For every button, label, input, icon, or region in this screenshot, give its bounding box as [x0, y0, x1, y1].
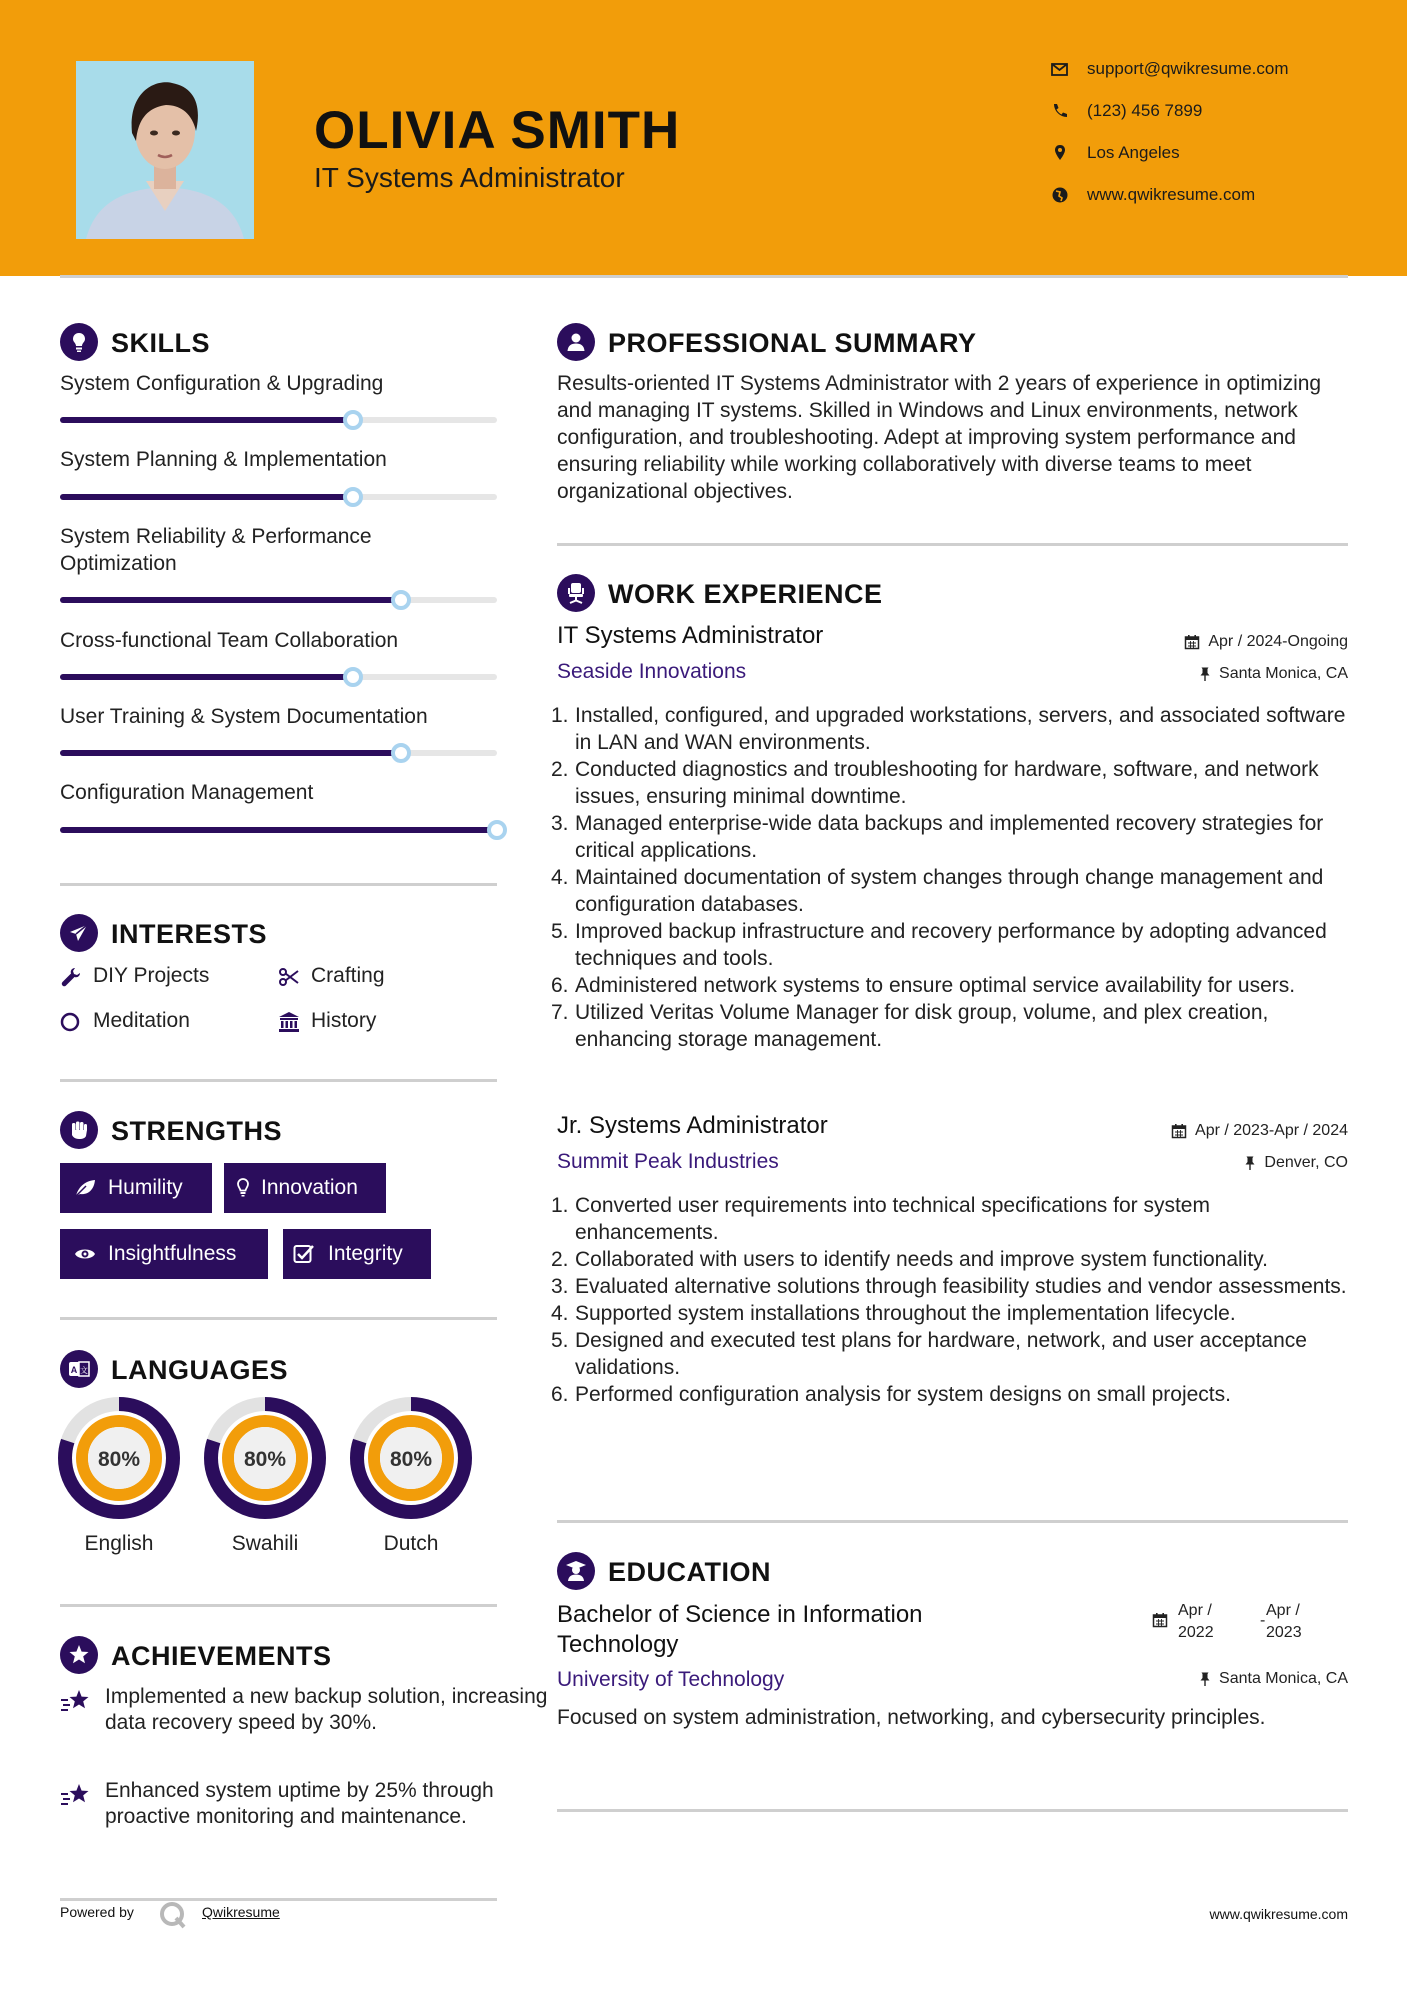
shooting-star-icon [60, 1688, 92, 1716]
section-divider [60, 1898, 497, 1901]
company-name: Summit Peak Industries [557, 1150, 779, 1173]
candidate-name: OLIVIA SMITH [314, 101, 681, 160]
qwikresume-link[interactable]: Qwikresume [202, 1904, 280, 1920]
strength-chip: Insightfulness [60, 1229, 268, 1279]
circle-icon [60, 1011, 82, 1033]
skill-bar [60, 597, 497, 603]
job-bullet-list [551, 1192, 1357, 1408]
section-divider [60, 883, 497, 886]
job-bullet: 3. Managed enterprise-wide data backups and implemented recovery strategies for critical applications. [551, 812, 1324, 862]
envelope-icon [1050, 59, 1070, 79]
date-separator: - [1260, 1612, 1266, 1629]
skill-bar-knob [343, 487, 363, 507]
job-bullet: 1. Converted user requirements into technical specifications for system enhancements. [551, 1194, 1210, 1244]
job-title: Jr. Systems Administrator [557, 1112, 828, 1139]
lightbulb-icon [232, 1178, 254, 1198]
language-icon [67, 1357, 91, 1381]
job-bullet: 5. Improved backup infrastructure and recovery performance by adopting advanced techniques and tools. [551, 920, 1327, 970]
job-bullet: 2. Collaborated with users to identify needs and improve system functionality. [551, 1248, 1268, 1271]
section-divider [60, 1604, 497, 1607]
skill-bar [60, 674, 497, 680]
map-marker-icon [1050, 143, 1070, 163]
qwikresume-logo-icon [158, 1900, 188, 1930]
graduate-icon [564, 1559, 588, 1583]
eye-icon [74, 1244, 96, 1264]
paper-plane-icon [67, 921, 91, 945]
footer-website-link[interactable]: www.qwikresume.com [1209, 1906, 1348, 1922]
section-divider [557, 543, 1348, 546]
section-divider [60, 1079, 497, 1082]
fist-icon [67, 1118, 91, 1142]
pin-icon [1197, 1671, 1213, 1687]
strength-chip: Integrity [283, 1229, 431, 1279]
skill-name: System Configuration & Upgrading [60, 372, 384, 395]
skill-bar [60, 494, 497, 500]
skill-bar-fill [60, 750, 401, 756]
company-name: Seaside Innovations [557, 660, 747, 683]
education-start-date: Apr / 2022 [1178, 1602, 1214, 1641]
language-gauge [350, 1397, 472, 1519]
gauge-percent-label: 80% [97, 1448, 141, 1471]
pin-icon [1242, 1155, 1258, 1171]
calendar-icon [1152, 1612, 1168, 1628]
svg-text:A: A [70, 1365, 78, 1375]
job-bullet: 4. Maintained documentation of system changes through change management and configuration databases. [551, 866, 1324, 916]
skill-bar-fill [60, 674, 353, 680]
skill-bar-knob [391, 743, 411, 763]
scissors-icon [278, 966, 300, 988]
skill-name: System Planning & Implementation [60, 448, 387, 471]
skill-bar-fill [60, 597, 401, 603]
job-bullet: 2. Conducted diagnostics and troubleshooting for hardware, software, and network issues, ensuring minimal downtime. [551, 758, 1319, 808]
language-name: Dutch [383, 1532, 439, 1555]
language-name: English [84, 1532, 154, 1555]
skill-bar-knob [391, 590, 411, 610]
job-bullet: 6. Performed configuration analysis for system designs on small projects. [551, 1383, 1231, 1406]
skill-bar [60, 827, 497, 833]
section-divider [557, 1809, 1348, 1812]
strength-chip: Humility [60, 1163, 212, 1213]
skill-name: Configuration Management [60, 781, 314, 804]
skill-bar [60, 417, 497, 423]
wrench-icon [60, 966, 82, 988]
achievement-item: Enhanced system uptime by 25% through proactive monitoring and maintenance. [60, 1778, 510, 1888]
gauge-percent-label: 80% [243, 1448, 287, 1471]
achievement-item: Implemented a new backup solution, increasing data recovery speed by 30%. [60, 1684, 510, 1794]
office-chair-icon [564, 581, 588, 605]
job-bullet-list [551, 702, 1357, 1053]
language-gauge [58, 1397, 180, 1519]
skill-name: Cross-functional Team Collaboration [60, 629, 399, 652]
skill-bar-fill [60, 417, 353, 423]
shooting-star-icon [60, 1782, 92, 1810]
job-title: IT Systems Administrator [557, 622, 824, 649]
job-location: Santa Monica, CA [1197, 663, 1348, 685]
job-bullet: 4. Supported system installations throughout the implementation lifecycle. [551, 1302, 1236, 1325]
globe-icon [1050, 185, 1070, 205]
language-name: Swahili [231, 1532, 299, 1555]
pin-icon [1197, 666, 1213, 682]
language-gauge [204, 1397, 326, 1519]
candidate-title: IT Systems Administrator [314, 162, 625, 193]
user-icon [564, 330, 588, 354]
section-divider [60, 1317, 497, 1320]
calendar-icon [1171, 1123, 1187, 1139]
strength-chip: Innovation [224, 1163, 386, 1213]
school-name: University of Technology [557, 1668, 785, 1691]
bank-icon [278, 1011, 300, 1033]
job-date: Apr / 2024-Ongoing [1184, 631, 1348, 653]
degree-title: Bachelor of Science in Information Technology [557, 1601, 923, 1658]
skill-name: User Training & System Documentation [60, 705, 428, 728]
skill-bar-knob [343, 410, 363, 430]
leaf-icon [74, 1178, 96, 1198]
education-location: Santa Monica, CA [1197, 1668, 1348, 1690]
lightbulb-icon [67, 330, 91, 354]
skill-bar-fill [60, 827, 497, 833]
summary-text: Results-oriented IT Systems Administrator with 2 years of experience in optimizing and managing IT systems. Skilled in Windows and Linux environments, network configuration, and troubleshooting. Adept at improving system performance and ensuring reliability while working collaboratively with diverse teams to meet organizational objectives. [557, 372, 1322, 503]
job-location: Denver, CO [1242, 1152, 1348, 1174]
education-description: Focused on system administration, networking, and cybersecurity principles. [557, 1706, 1266, 1729]
job-bullet: 3. Evaluated alternative solutions through feasibility studies and vendor assessments. [551, 1275, 1347, 1298]
header-divider [60, 275, 1348, 278]
skill-bar [60, 750, 497, 756]
job-bullet: 7. Utilized Veritas Volume Manager for disk group, volume, and plex creation, enhancing storage management. [551, 1001, 1269, 1051]
gauge-percent-label: 80% [389, 1448, 433, 1471]
job-bullet: 1. Installed, configured, and upgraded workstations, servers, and associated software in LAN and WAN environments. [551, 704, 1346, 754]
job-bullet: 6. Administered network systems to ensure optimal service availability for users. [551, 974, 1296, 997]
job-date: Apr / 2023-Apr / 2024 [1171, 1120, 1348, 1142]
star-badge-icon [67, 1643, 91, 1667]
education-end-date: Apr / 2023 [1266, 1602, 1302, 1641]
job-bullet: 5. Designed and executed test plans for hardware, network, and user acceptance validations. [551, 1329, 1307, 1379]
check-square-icon [293, 1244, 315, 1264]
phone-icon [1050, 101, 1070, 121]
skill-name: System Reliability & Performance Optimization [60, 525, 372, 575]
svg-text:文: 文 [80, 1366, 88, 1375]
powered-by-label: Powered by [60, 1904, 134, 1920]
skill-bar-knob [487, 820, 507, 840]
profile-photo [76, 61, 254, 239]
section-divider [557, 1520, 1348, 1523]
skill-bar-fill [60, 494, 353, 500]
calendar-icon [1184, 634, 1200, 650]
skill-bar-knob [343, 667, 363, 687]
